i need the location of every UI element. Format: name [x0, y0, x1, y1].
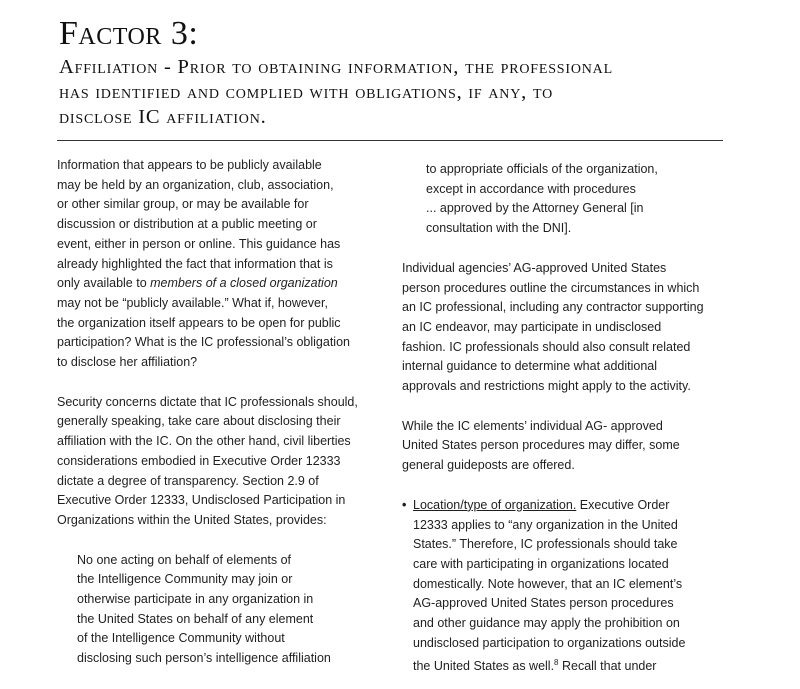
paragraph-gap	[402, 476, 742, 496]
text-line: to disclose her affiliation?	[57, 355, 198, 370]
text-line: Security concerns dictate that IC professionals should,	[57, 394, 358, 409]
block-quote-continued	[402, 160, 742, 239]
text-line: Information that appears to be publicly available	[57, 158, 322, 172]
text-line: 12333 applies to “any organization in the United	[413, 517, 678, 532]
text-line: disclosing such person’s intelligence affiliation	[77, 651, 331, 666]
text-line: except in accordance with procedures	[426, 181, 636, 196]
text-line: dictate a degree of transparency. Section 2.9 of	[57, 473, 319, 488]
text-line: affiliation with the IC. On the other hand, civil liberties	[57, 434, 351, 449]
text-line: approvals and restrictions might apply to the activity.	[402, 379, 691, 394]
bullet-marker: •	[402, 497, 407, 512]
text-line: While the IC elements’ individual AG- approved	[402, 418, 663, 433]
page-title: Factor 3:	[59, 15, 199, 52]
footnote-reference[interactable]: 8	[554, 658, 559, 668]
text-line: consultation with the DNI].	[426, 221, 572, 236]
text-line: Executive Order 12333, Undisclosed Participation in	[57, 493, 346, 508]
text-line: internal guidance to determine what additional	[402, 359, 658, 374]
text-line: otherwise participate in any organization in	[77, 592, 314, 607]
text-line: an IC endeavor, may participate in undisclosed	[402, 319, 662, 334]
text-line: Individual agencies’ AG-approved United States	[402, 260, 667, 275]
text-line: person procedures outline the circumstances in which	[402, 280, 700, 295]
text-line: domestically. Note however, that an IC element’s	[413, 576, 683, 591]
text-line: the organization itself appears to be open for public	[57, 315, 341, 330]
text-line: AG-approved United States person procedures	[413, 596, 674, 611]
text-line: an IC professional, including any contractor supporting	[402, 300, 704, 315]
text-run: only available to	[57, 276, 151, 291]
text-run: Recall that under	[558, 659, 657, 674]
text-line: United States person procedures may differ, some	[402, 438, 680, 453]
paragraph-gap	[57, 531, 387, 551]
header-divider	[57, 140, 723, 141]
subtitle-line: disclose IC affiliation.	[59, 106, 267, 128]
text-line: the Intelligence Community may join or	[77, 572, 293, 587]
text-line: Organizations within the United States, provides:	[57, 512, 327, 527]
paragraph-publicly-available	[57, 156, 387, 373]
text-line: and other guidance may apply the prohibition on	[413, 616, 680, 631]
text-line	[57, 274, 387, 294]
text-line: States.” Therefore, IC professionals should take	[413, 537, 678, 552]
text-line: may not be “publicly available.” What if, however,	[57, 295, 328, 310]
text-line: ... approved by the Attorney General [in	[426, 201, 644, 216]
text-line: general guideposts are offered.	[402, 458, 575, 473]
text-run: Executive Order	[576, 497, 670, 512]
text-line: participation? What is the IC professional’s obligation	[57, 335, 350, 350]
paragraph-security-concerns	[57, 393, 387, 531]
block-quote	[57, 551, 387, 669]
text-line	[413, 653, 742, 677]
text-line: event, either in person or online. This guidance has	[57, 236, 341, 251]
text-line: of the Intelligence Community without	[77, 631, 285, 646]
text-line: to appropriate officials of the organization,	[426, 162, 658, 176]
text-line: generally speaking, take care about disclosing their	[57, 414, 341, 429]
paragraph-guideposts	[402, 417, 742, 476]
text-line: undisclosed participation to organizations outside	[413, 635, 686, 650]
text-line: the United States on behalf of any element	[77, 611, 314, 626]
paragraph-individual-agencies	[402, 259, 742, 397]
right-column	[402, 160, 742, 677]
text-line: considerations embodied in Executive Order 12333	[57, 453, 341, 468]
bullet-heading: Location/type of organization.	[413, 497, 577, 512]
text-line: already highlighted the fact that information that is	[57, 256, 333, 271]
text-line	[413, 496, 742, 516]
paragraph-gap	[402, 239, 742, 259]
text-line: care with participating in organizations located	[413, 556, 669, 571]
subtitle-line: has identified and complied with obligations, if any, to	[59, 81, 553, 103]
text-line: fashion. IC professionals should also consult related	[402, 339, 691, 354]
text-line: or other similar group, or may be available for	[57, 197, 309, 212]
emphasis-text: members of a closed organization	[150, 276, 338, 291]
text-line: discussion or distribution at a public meeting or	[57, 217, 317, 232]
bullet-item-location	[402, 496, 742, 677]
paragraph-gap	[402, 397, 742, 417]
page-subtitle	[59, 55, 759, 130]
subtitle-line: Affiliation - Prior to obtaining information, the professional	[59, 56, 613, 78]
text-line: No one acting on behalf of elements of	[77, 552, 292, 567]
paragraph-gap	[57, 373, 387, 393]
left-column	[57, 156, 387, 669]
text-run: the United States as well.	[413, 659, 555, 674]
text-line: may be held by an organization, club, association,	[57, 177, 334, 192]
